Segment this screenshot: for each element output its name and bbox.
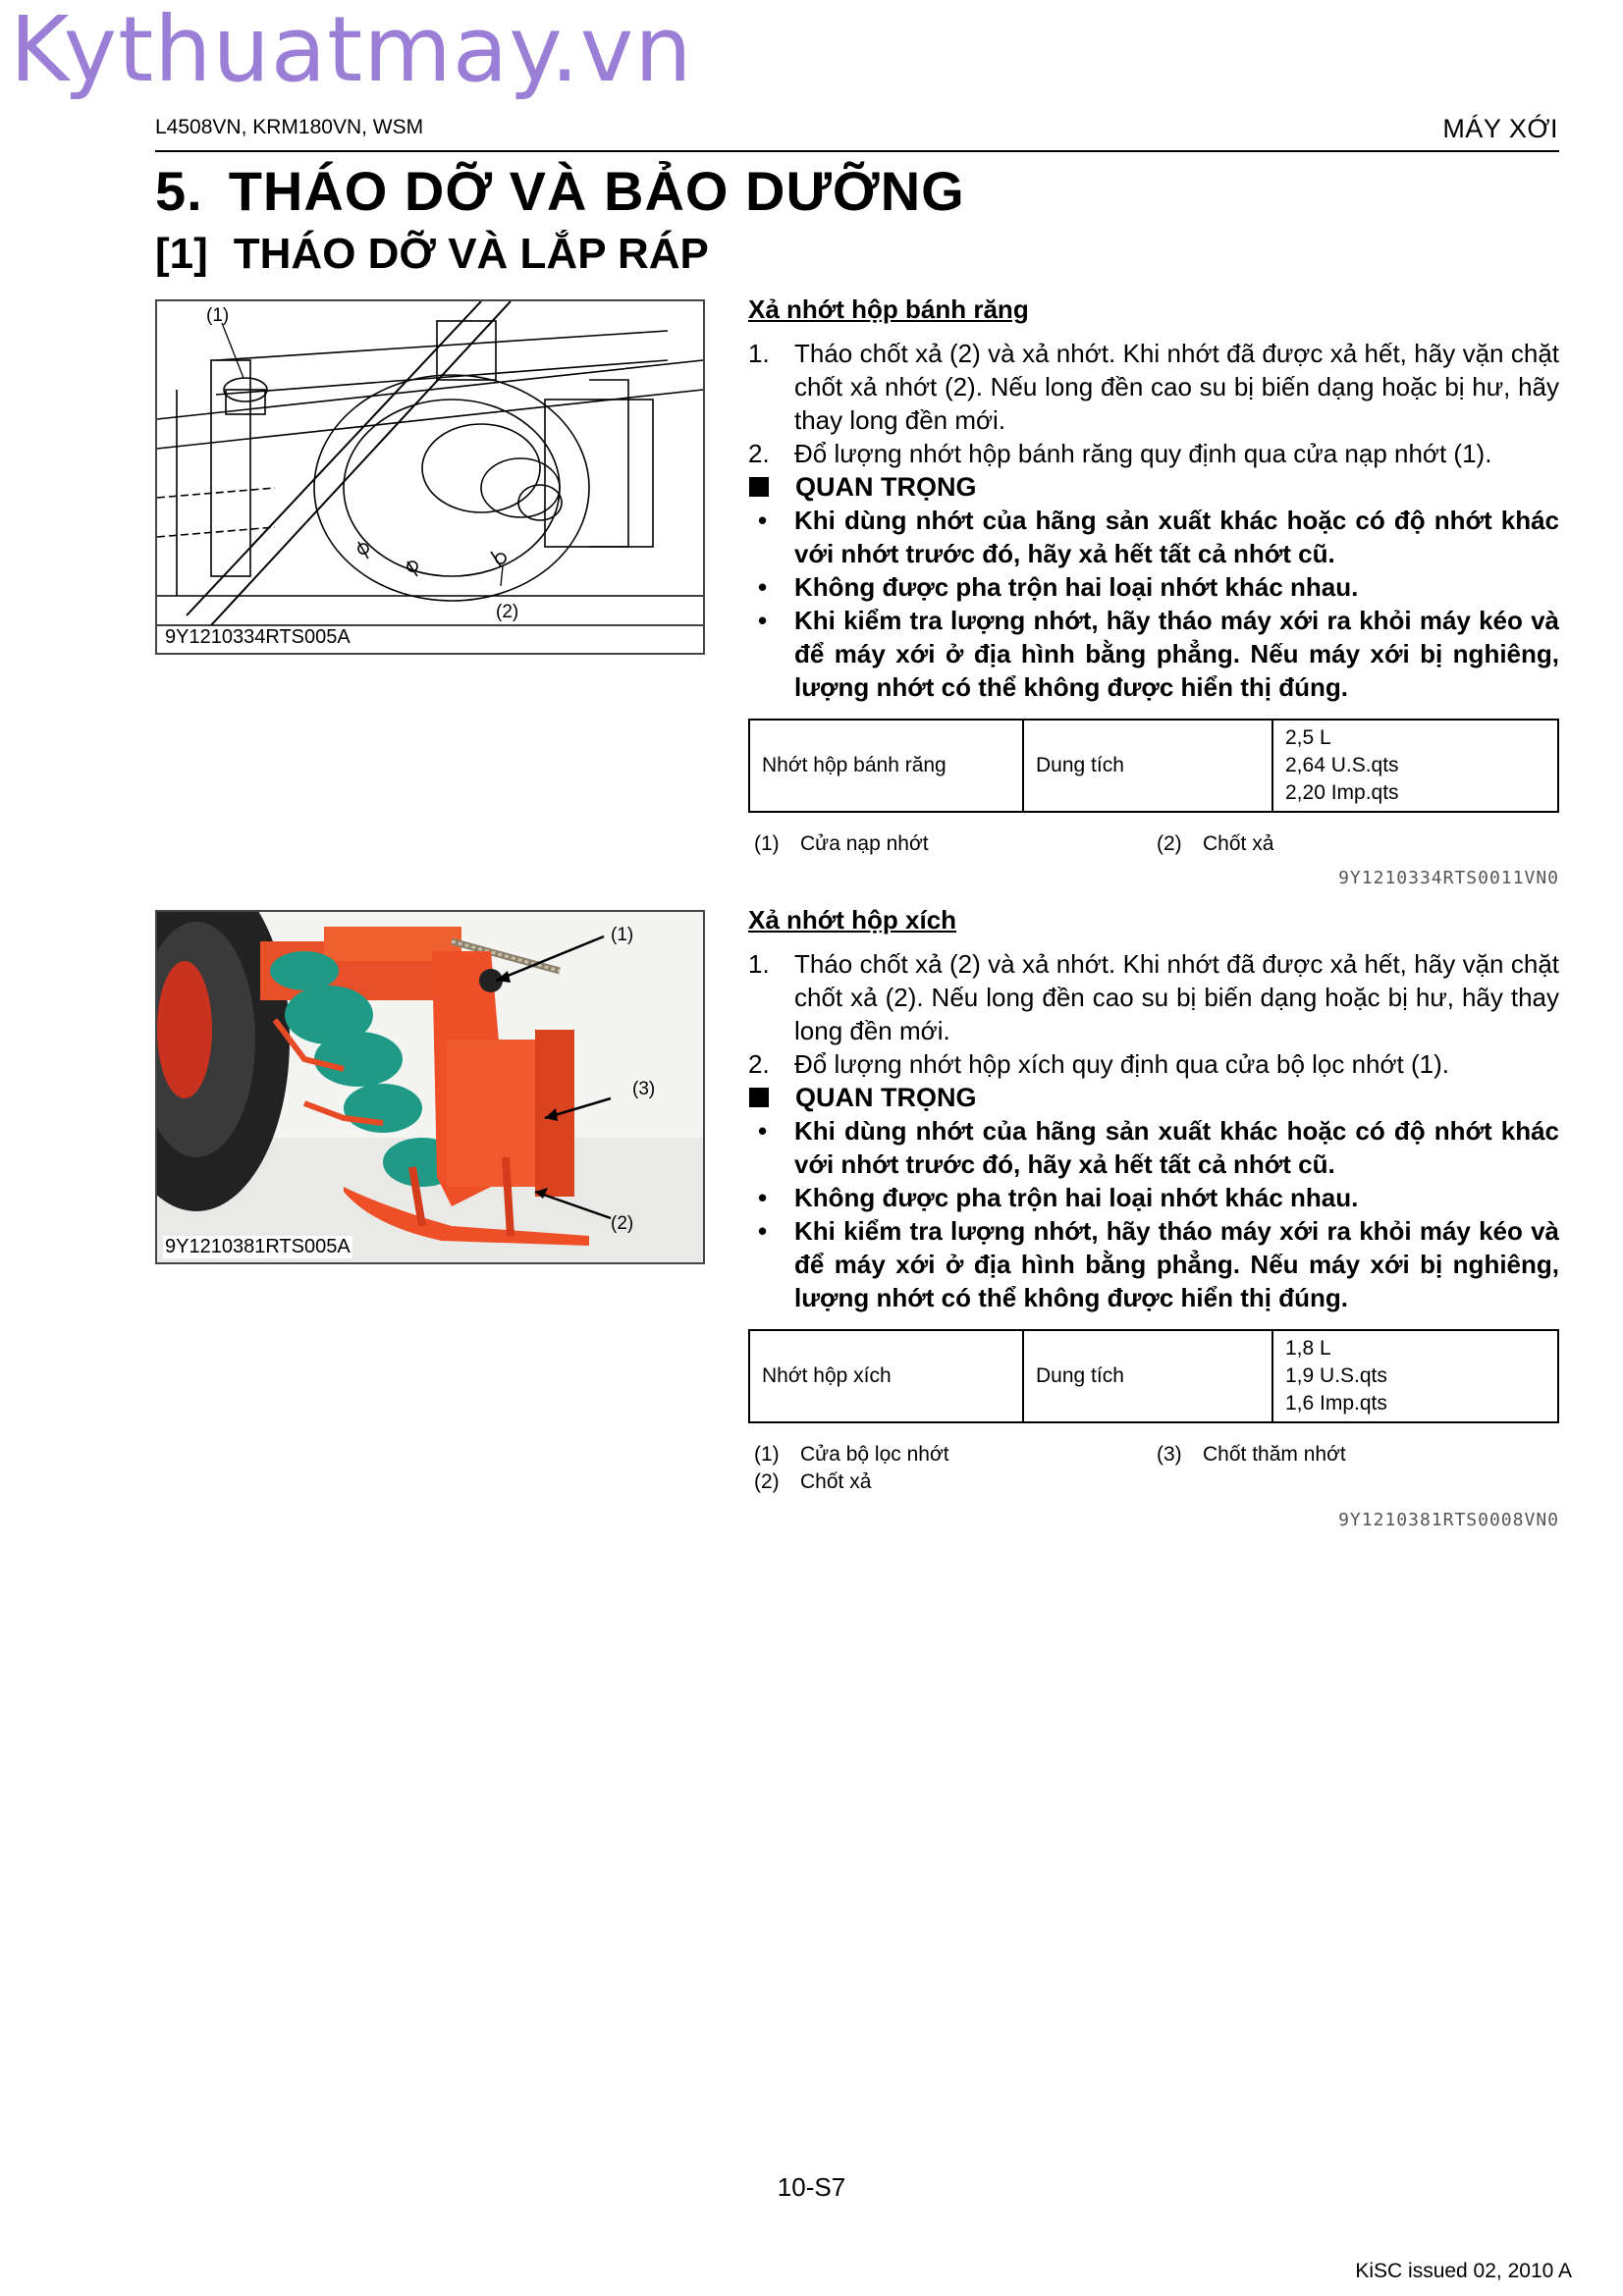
bullet-icon: • <box>758 506 768 535</box>
figure-code: 9Y1210381RTS005A <box>165 1236 351 1257</box>
important-heading <box>748 1081 1559 1114</box>
legend-item <box>1151 830 1553 858</box>
legend-value: Cửa nạp nhớt <box>800 832 929 855</box>
square-bullet-icon <box>749 477 769 497</box>
section-title <box>155 230 709 279</box>
oil-name-cell: Nhớt hộp bánh răng <box>749 720 1023 812</box>
capacity-value: 2,5 L <box>1285 726 1331 749</box>
callout-1: (1) <box>611 925 634 945</box>
bullet-icon: • <box>758 1183 768 1212</box>
chapter-title <box>155 159 965 223</box>
important-text: Không được pha trộn hai loại nhớt khác nhau. <box>794 1183 1359 1212</box>
section-heading: Xả nhớt hộp bánh răng <box>748 294 1029 324</box>
capacity-values-cell <box>1272 720 1558 812</box>
bullet-icon: • <box>758 572 768 602</box>
step-item <box>748 1047 1559 1081</box>
legend-key: (3) <box>1157 1443 1182 1466</box>
important-text: Khi kiểm tra lượng nhớt, hãy tháo máy xới ra khỏi máy kéo và để máy xới ở địa hình bằng phẳng. Nếu máy xới bị nghiêng, lượng nhớt có thể không được hiển thị đúng. <box>794 1216 1559 1312</box>
step-text: Tháo chốt xả (2) và xả nhớt. Khi nhớt đã được xả hết, hãy vặn chặt chốt xả nhớt (2). Nếu long đền cao su bị biến dạng hoặc bị hư, hãy thay long đền mới. <box>794 339 1559 435</box>
figure-legend <box>748 1441 1559 1496</box>
bullet-icon: • <box>758 606 768 635</box>
important-item <box>748 1214 1559 1314</box>
bullet-icon: • <box>758 1216 768 1246</box>
chain-case-oil-section <box>748 905 1559 1530</box>
table-row <box>749 1330 1558 1422</box>
capacity-value: 1,9 U.S.qts <box>1285 1364 1387 1387</box>
step-number: 1. <box>748 339 770 368</box>
chapter-number: 5. <box>155 160 203 222</box>
legend-key: (1) <box>754 832 780 855</box>
important-text: Khi dùng nhớt của hãng sản xuất khác hoặc có độ nhớt khác với nhớt trước đó, hãy xả hết tất cả nhớt cũ. <box>794 506 1559 568</box>
chain-case-figure <box>155 910 705 1264</box>
legend-value: Cửa bộ lọc nhớt <box>800 1443 949 1466</box>
document-code: 9Y1210334RTS0011VN0 <box>1338 868 1559 888</box>
step-list <box>748 337 1559 470</box>
legend-key: (2) <box>1157 832 1182 855</box>
callout-2: (2) <box>496 602 519 622</box>
step-item <box>748 947 1559 1047</box>
important-text: Không được pha trộn hai loại nhớt khác nhau. <box>794 572 1359 602</box>
important-item <box>748 570 1559 604</box>
table-row <box>749 720 1558 812</box>
legend-value: Chốt xả <box>800 1470 872 1493</box>
legend-key: (2) <box>754 1470 780 1493</box>
capacity-table <box>748 719 1559 813</box>
step-item <box>748 437 1559 470</box>
capacity-label-cell: Dung tích <box>1023 720 1272 812</box>
important-text: Khi dùng nhớt của hãng sản xuất khác hoặc có độ nhớt khác với nhớt trước đó, hãy xả hết tất cả nhớt cũ. <box>794 1116 1559 1179</box>
capacity-table <box>748 1329 1559 1423</box>
document-code: 9Y1210381RTS0008VN0 <box>1338 1510 1559 1530</box>
important-list <box>748 504 1559 704</box>
legend-item <box>1151 1441 1553 1468</box>
figure-legend <box>748 830 1559 858</box>
capacity-value: 2,20 Imp.qts <box>1285 781 1399 804</box>
important-item <box>748 1114 1559 1181</box>
capacity-values-cell <box>1272 1330 1558 1422</box>
gearbox-figure <box>155 299 705 655</box>
important-label: QUAN TRỌNG <box>795 1083 977 1112</box>
bullet-icon: • <box>758 1116 768 1146</box>
important-item <box>748 604 1559 704</box>
gearbox-oil-section <box>748 294 1559 888</box>
legend-item <box>748 1468 1151 1496</box>
capacity-label-cell: Dung tích <box>1023 1330 1272 1422</box>
capacity-value: 1,8 L <box>1285 1337 1331 1360</box>
important-text: Khi kiểm tra lượng nhớt, hãy tháo máy xới ra khỏi máy kéo và để máy xới ở địa hình bằng phẳng. Nếu máy xới bị nghiêng, lượng nhớt có thể không được hiển thị đúng. <box>794 606 1559 702</box>
step-text: Đổ lượng nhớt hộp xích quy định qua cửa bộ lọc nhớt (1). <box>794 1049 1449 1079</box>
section-heading: Xả nhớt hộp xích <box>748 905 957 934</box>
issue-info: KiSC issued 02, 2010 A <box>1355 2260 1572 2282</box>
chapter-title-text: THÁO DỠ VÀ BẢO DƯỠNG <box>228 160 965 222</box>
section-number: [1] <box>155 230 208 278</box>
important-item <box>748 1181 1559 1214</box>
header-divider <box>155 150 1559 152</box>
figure-code: 9Y1210334RTS005A <box>165 626 351 648</box>
important-item <box>748 504 1559 570</box>
capacity-value: 2,64 U.S.qts <box>1285 754 1399 776</box>
step-text: Đổ lượng nhớt hộp bánh răng quy định qua cửa nạp nhớt (1). <box>794 439 1492 468</box>
step-text: Tháo chốt xả (2) và xả nhớt. Khi nhớt đã được xả hết, hãy vặn chặt chốt xả (2). Nếu long đền cao su bị biến dạng hoặc bị hư, hãy thay long đền mới. <box>794 949 1559 1045</box>
step-number: 1. <box>748 949 770 979</box>
important-heading <box>748 470 1559 504</box>
step-number: 2. <box>748 439 770 468</box>
page-number: 10-S7 <box>777 2172 846 2202</box>
tiller-photo <box>157 912 703 1262</box>
callout-3: (3) <box>632 1079 656 1099</box>
legend-item <box>748 1441 1151 1468</box>
square-bullet-icon <box>749 1088 769 1107</box>
step-item <box>748 337 1559 437</box>
section-title-text: THÁO DỠ VÀ LẮP RÁP <box>233 230 709 278</box>
legend-value: Chốt thăm nhớt <box>1203 1443 1346 1466</box>
capacity-value: 1,6 Imp.qts <box>1285 1392 1387 1415</box>
callout-1: (1) <box>206 305 230 326</box>
gearbox-drawing <box>157 301 703 653</box>
legend-key: (1) <box>754 1443 780 1466</box>
legend-item <box>748 830 1151 858</box>
header-section: MÁY XỚI <box>1442 114 1558 143</box>
oil-name-cell: Nhớt hộp xích <box>749 1330 1023 1422</box>
step-number: 2. <box>748 1049 770 1079</box>
important-label: QUAN TRỌNG <box>795 472 977 502</box>
callout-2: (2) <box>611 1213 634 1234</box>
important-list <box>748 1114 1559 1314</box>
header-model: L4508VN, KRM180VN, WSM <box>155 116 424 138</box>
legend-value: Chốt xả <box>1203 832 1274 855</box>
step-list <box>748 947 1559 1081</box>
watermark: Kythuatmay.vn <box>10 0 693 102</box>
